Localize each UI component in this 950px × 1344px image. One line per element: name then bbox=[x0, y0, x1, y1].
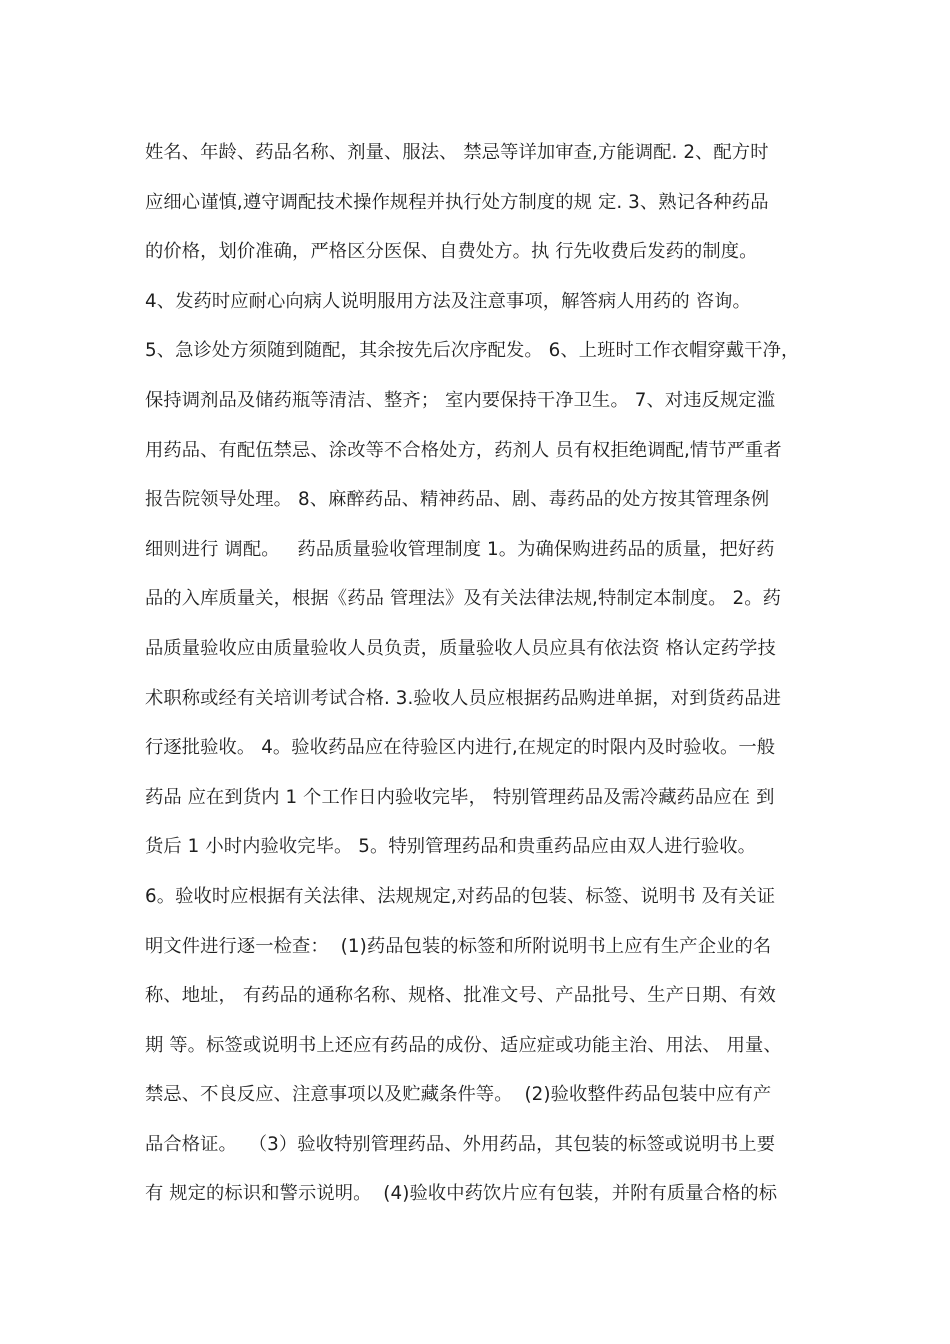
text-line: 药品 应在到货内 1 个工作日内验收完毕， 特别管理药品及需冷藏药品应在 到 bbox=[145, 786, 775, 808]
text-line: 行逐批验收。 4。验收药品应在待验区内进行,在规定的时限内及时验收。一般 bbox=[145, 737, 776, 759]
text-line: 期 等。标签或说明书上还应有药品的成份、适应症或功能主治、用法、 用量、 bbox=[145, 1034, 782, 1056]
text-line: 5、急诊处方须随到随配，其余按先后次序配发。 6、上班时工作衣帽穿戴干净， bbox=[145, 340, 800, 362]
text-line: 明文件进行逐一检查： (1)药品包装的标签和所附说明书上应有生产企业的名 bbox=[145, 935, 772, 957]
text-line: 应细心谨慎,遵守调配技术操作规程并执行处方制度的规 定. 3、熟记各种药品 bbox=[145, 191, 769, 213]
text-line: 细则进行 调配。 药品质量验收管理制度 1。为确保购进药品的质量，把好药 bbox=[145, 538, 775, 560]
text-line: 6。验收时应根据有关法律、法规规定,对药品的包装、标签、说明书 及有关证 bbox=[145, 885, 776, 907]
text-line: 禁忌、不良反应、注意事项以及贮藏条件等。 (2)验收整件药品包装中应有产 bbox=[145, 1084, 772, 1106]
text-line: 品质量验收应由质量验收人员负责，质量验收人员应具有依法资 格认定药学技 bbox=[145, 637, 776, 659]
text-line: 保持调剂品及储药瓶等清洁、整齐； 室内要保持干净卫生。 7、对违反规定滥 bbox=[145, 389, 776, 411]
text-line: 货后 1 小时内验收完毕。 5。特别管理药品和贵重药品应由双人进行验收。 bbox=[145, 836, 757, 858]
text-line: 术职称或经有关培训考试合格. 3.验收人员应根据药品购进单据，对到货药品进 bbox=[145, 687, 782, 709]
text-line: 称、地址， 有药品的通称名称、规格、批准文号、产品批号、生产日期、有效 bbox=[145, 985, 776, 1007]
text-line: 4、发药时应耐心向病人说明服用方法及注意事项，解答病人用药的 咨询。 bbox=[145, 290, 751, 312]
text-line: 的价格，划价准确，严格区分医保、自费处方。执 行先收费后发药的制度。 bbox=[145, 241, 758, 263]
text-line: 品的入库质量关，根据《药品 管理法》及有关法律法规,特制定本制度。 2。药 bbox=[145, 588, 782, 610]
body-text bbox=[145, 130, 815, 1221]
text-line: 姓名、年龄、药品名称、剂量、服法、 禁忌等详加审查,方能调配. 2、配方时 bbox=[145, 142, 769, 163]
text-line: 品合格证。 （3）验收特别管理药品、外用药品，其包装的标签或说明书上要 bbox=[145, 1133, 776, 1155]
text-line: 用药品、有配伍禁忌、涂改等不合格处方，药剂人 员有权拒绝调配,情节严重者 bbox=[145, 439, 782, 461]
text-line: 有 规定的标识和警示说明。 (4)验收中药饮片应有包装，并附有质量合格的标 bbox=[145, 1183, 778, 1205]
text-line: 报告院领导处理。 8、麻醉药品、精神药品、剧、毒药品的处方按其管理条例 bbox=[145, 489, 770, 511]
